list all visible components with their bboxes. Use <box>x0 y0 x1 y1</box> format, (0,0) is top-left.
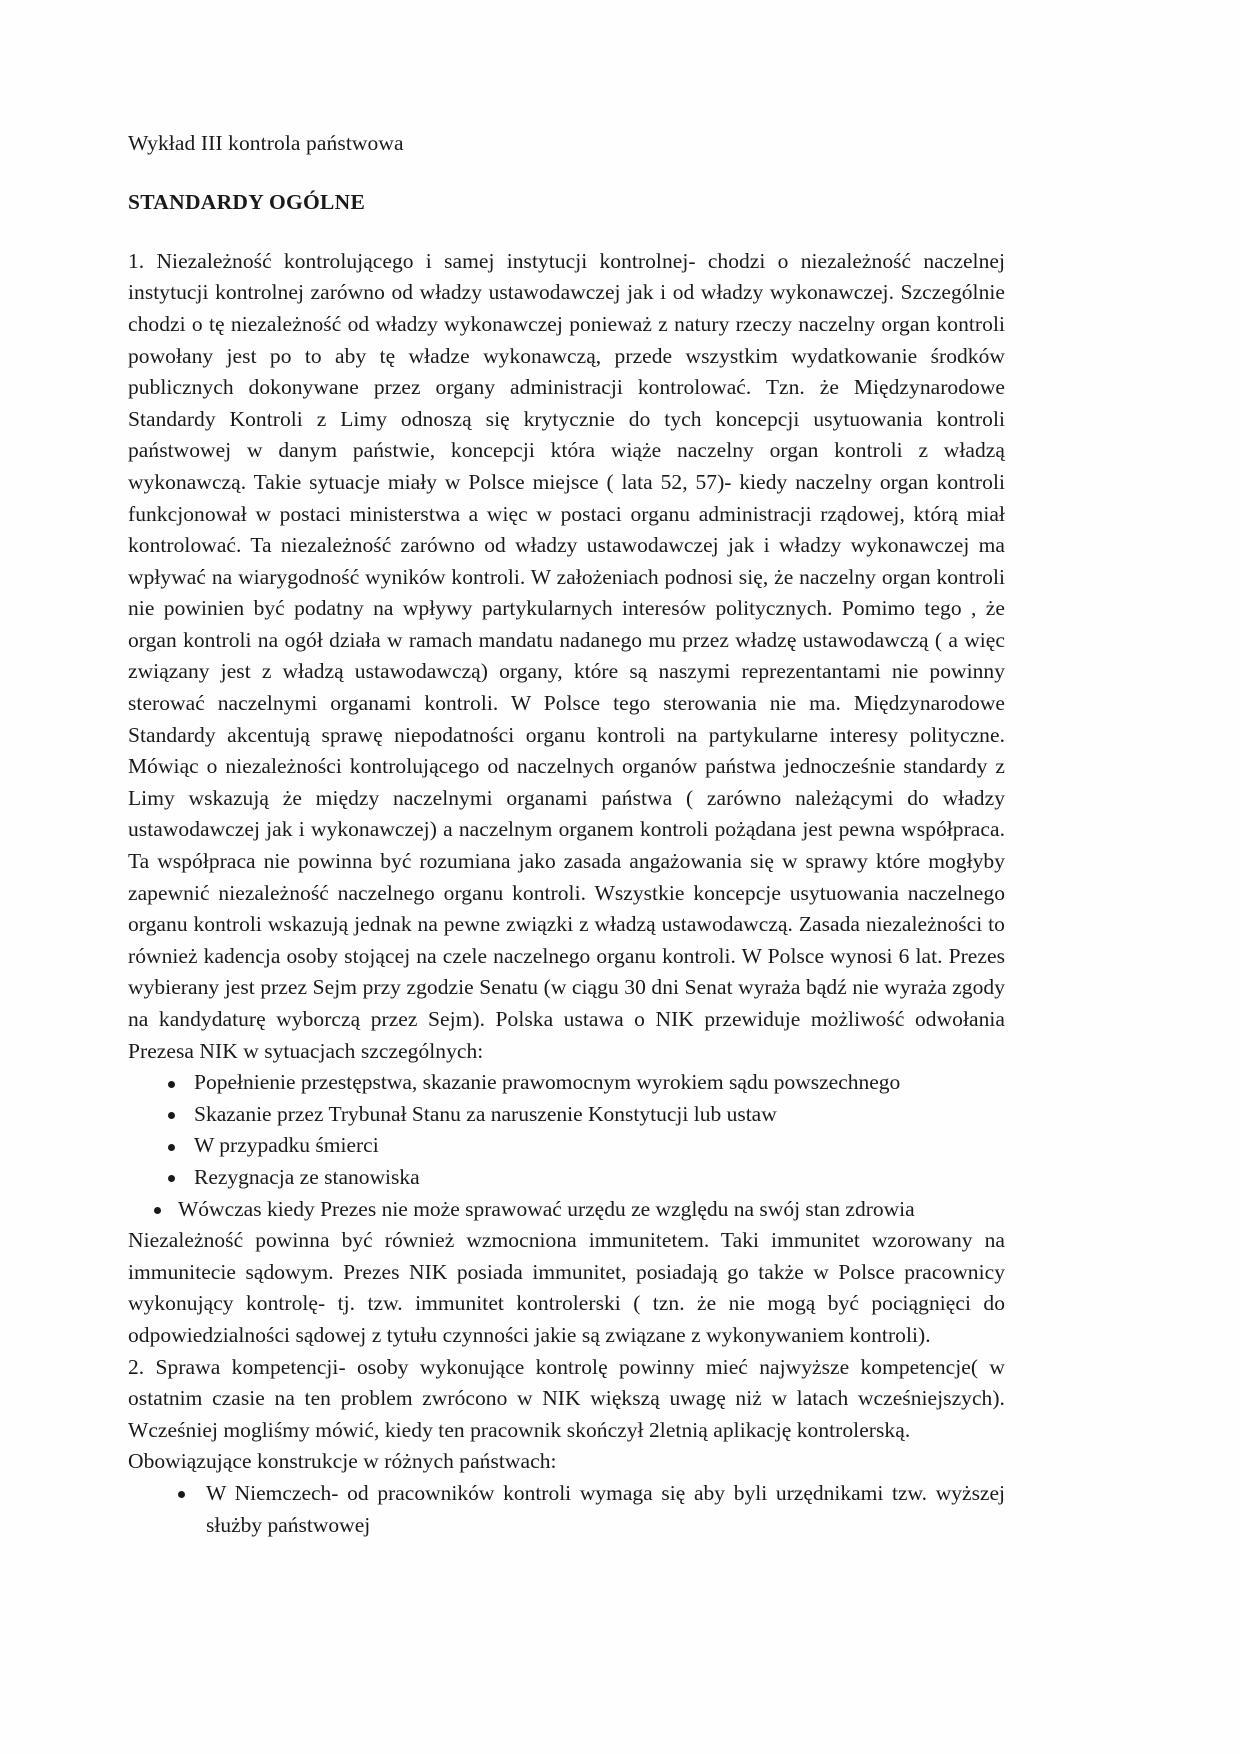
bullet-dot-icon <box>168 1081 175 1088</box>
list-item-label: W Niemczech- od pracowników kontroli wymaga się aby byli urzędnikami tzw. wyższej służby państwowej <box>206 1480 1005 1537</box>
paragraph-immunitet: Niezależność powinna być również wzmocniona immunitetem. Taki immunitet wzorowany na immunitecie sądowym. Prezes NIK posiada immunitet, posiadają go także w Polsce pracownicy wykonujący kontrolę- tj. tzw. immunitet kontrolerski ( tzn. że nie mogą być pociągnięci do odpowiedzialności sądowej z tytułu czynności jakie są związane z wykonywaniem kontroli). <box>128 1228 1005 1347</box>
paragraph-lead-in-konstrukcje: Obowiązujące konstrukcje w różnych państwach: <box>128 1449 557 1474</box>
list-item <box>128 1478 1005 1541</box>
list-item-label: W przypadku śmierci <box>194 1133 379 1158</box>
list-item-label: Wówczas kiedy Prezes nie może sprawować urzędu ze względu na swój stan zdrowia <box>178 1196 915 1221</box>
list-item-label: Popełnienie przestępstwa, skazanie prawomocnym wyrokiem sądu powszechnego <box>194 1070 901 1095</box>
list-item <box>128 1130 1005 1162</box>
paragraph-point-1: 1. Niezależność kontrolującego i samej instytucji kontrolnej- chodzi o niezależność naczelnej instytucji kontrolnej zarówno od władzy ustawodawczej jak i od władzy wykonawczej. Szczególnie chodzi o tę niezależność od władzy wykonawczej ponieważ z natury rzeczy naczelny organ kontroli powołany jest po to aby tę władze wykonawczą, przede wszystkim wydatkowanie środków publicznych dokonywane przez organy administracji kontrolować. Tzn. że Międzynarodowe Standardy Kontroli z Limy odnoszą się krytycznie do tych koncepcji usytuowania kontroli państwowej w danym państwie, koncepcji która wiąże naczelny organ kontroli z władzą wykonawczą. Takie sytuacje miały w Polsce miejsce ( lata 52, 57)- kiedy naczelny organ kontroli funkcjonował w postaci ministerstwa a więc w postaci organu administracji rządowej, którą miał kontrolować. Ta niezależność zarówno od władzy ustawodawczej jak i władzy wykonawczej ma wpływać na wiarygodność wyników kontroli. W założeniach podnosi się, że naczelny organ kontroli nie powinien być podatny na wpływy partykularnych interesów politycznych. Pomimo tego , że organ kontroli na ogół działa w ramach mandatu nadanego mu przez władzę ustawodawczą ( a więc związany jest z władzą ustawodawczą) organy, które są naszymi reprezentantami nie powinny sterować naczelnymi organami kontroli. W Polsce tego sterowania nie ma. Międzynarodowe Standardy akcentują sprawę niepodatności organu kontroli na partykularne interesy polityczne. Mówiąc o niezależności kontrolującego od naczelnych organów państwa jednocześnie standardy z Limy wskazują że między naczelnymi organami państwa ( zarówno należącymi do władzy ustawodawczej jak i wykonawczej) a naczelnym organem kontroli pożądana jest pewna współpraca. Ta współpraca nie powinna być rozumiana jako zasada angażowania się w sprawy które mogłyby zapewnić niezależność naczelnego organu kontroli. Wszystkie koncepcje usytuowania naczelnego organu kontroli wskazują jednak na pewne związki z władzą ustawodawczą. Zasada niezależności to również kadencja osoby stojącej na czele naczelnego organu kontroli. W Polsce wynosi 6 lat. Prezes wybierany jest przez Sejm przy zgodzie Senatu (w ciągu 30 dni Senat wyraża bądź nie wyraża zgody na kandydaturę wyborczą przez Sejm). Polska ustawa o NIK przewiduje możliwość odwołania Prezesa NIK w sytuacjach szczególnych: <box>128 248 1005 1063</box>
section-heading-standardy-ogolne: STANDARDY OGÓLNE <box>128 189 366 214</box>
bullet-dot-icon <box>178 1491 185 1498</box>
bullet-list-odwolanie-prezesa <box>128 1067 1005 1225</box>
bullet-dot-icon <box>168 1144 175 1151</box>
list-item-label: Rezygnacja ze stanowiska <box>194 1164 420 1189</box>
list-item <box>128 1194 1005 1226</box>
bullet-dot-icon <box>154 1207 161 1214</box>
list-item-label: Skazanie przez Trybunał Stanu za naruszenie Konstytucji lub ustaw <box>194 1101 777 1126</box>
bullet-list-konstrukcje <box>128 1478 1005 1541</box>
bullet-dot-icon <box>168 1112 175 1119</box>
bullet-dot-icon <box>168 1175 175 1182</box>
list-item <box>128 1067 1005 1099</box>
document-title: Wykład III kontrola państwowa <box>128 131 404 155</box>
list-item <box>128 1162 1005 1194</box>
list-item <box>128 1099 1005 1131</box>
paragraph-point-2: 2. Sprawa kompetencji- osoby wykonujące kontrolę powinny mieć najwyższe kompetencje( w ostatnim czasie na ten problem zwrócono w NIK większą uwagę niż w latach wcześniejszych). Wcześniej mogliśmy mówić, kiedy ten pracownik skończył 2letnią aplikację kontrolerską. <box>128 1354 1005 1442</box>
